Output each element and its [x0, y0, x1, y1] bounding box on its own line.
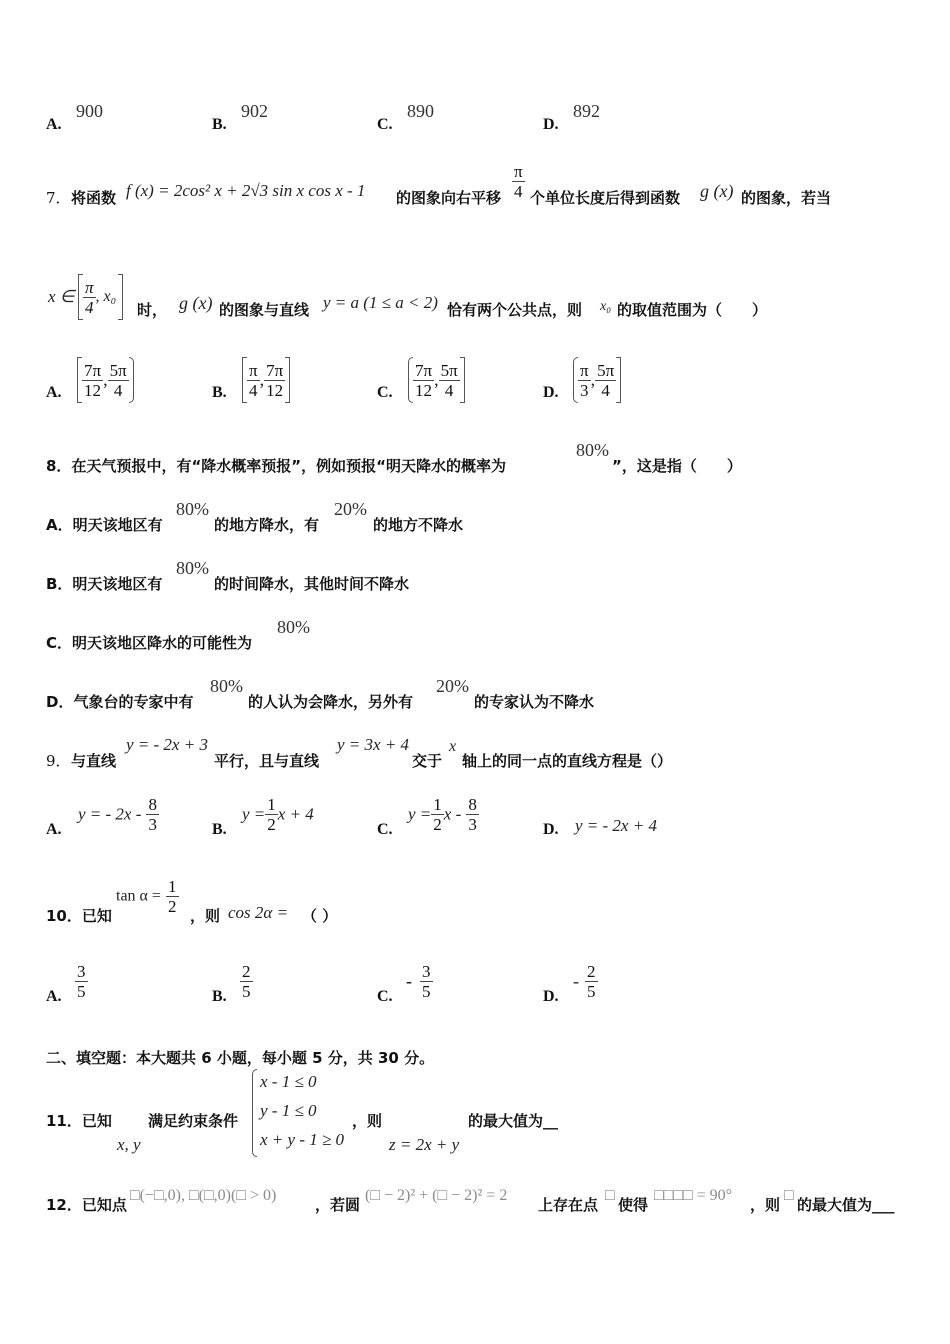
option-label: D.	[543, 384, 559, 401]
question-text: 的图象与直线	[219, 301, 310, 319]
option-label: B.	[212, 988, 227, 1005]
option-b-expr: y = $\frac{1}{2}$ x + 4	[242, 795, 314, 834]
option-c-frac: - $\frac{3}{5}$	[406, 962, 431, 1001]
question-text: 的图象向右平移	[396, 189, 502, 207]
option-value: 902	[241, 101, 268, 121]
option-a-expr: y = - 2x - $\frac{8}{3}$	[78, 795, 157, 834]
option-b-interval: $\frac{\pi}{4}$ , $\frac{7\pi}{12}$	[242, 357, 290, 403]
question-text: 交于	[412, 752, 443, 770]
percent: 20%	[334, 499, 367, 519]
question-text: ，则	[750, 1196, 781, 1214]
question-text: ”，这是指（ ）	[612, 457, 742, 475]
question-text: 与直线	[71, 752, 117, 770]
question-text: 的最大值为___	[797, 1196, 895, 1214]
function-g: g (x)	[179, 293, 213, 313]
question-text: 11．已知	[46, 1112, 112, 1130]
question-text: 个单位长度后得到函数	[530, 189, 681, 207]
option-label: A.	[46, 384, 62, 401]
question-text: 12．已知点	[46, 1196, 127, 1214]
question-text: 的图象，若当	[741, 189, 832, 207]
points-expression: □(−□,0), □(□,0)(□ > 0)	[130, 1187, 277, 1204]
question-number: 9．	[46, 752, 71, 770]
question-text: 将函数	[71, 189, 117, 207]
option-label: B.	[212, 821, 227, 838]
function-g: g (x)	[700, 181, 734, 201]
constraint-3: x + y - 1 ≥ 0	[260, 1130, 345, 1149]
question-text: （ ）	[302, 907, 338, 925]
constraint-2: y - 1 ≤ 0	[260, 1101, 317, 1120]
option-label: D.	[543, 988, 559, 1005]
option-b: B．明天该地区有	[46, 575, 163, 593]
variables-xy: x, y	[117, 1135, 141, 1154]
percent: 80%	[176, 499, 209, 519]
question-text: 上存在点	[538, 1196, 599, 1214]
question-text: 轴上的同一点的直线方程是（）	[462, 752, 673, 770]
tan-condition: tan α = $\frac{1}{2}$	[116, 877, 177, 916]
option-a: A．明天该地区有	[46, 516, 163, 534]
question-text: 使得	[618, 1196, 649, 1214]
option-label: A.	[46, 116, 62, 133]
question-text: ，若圆	[315, 1196, 361, 1214]
percent: 80%	[576, 440, 609, 460]
question-text: 的取值范围为（ ）	[617, 301, 768, 319]
option-value: 890	[407, 101, 434, 121]
objective: z = 2x + y	[389, 1135, 460, 1154]
option-label: B.	[212, 116, 227, 133]
percent: 80%	[176, 558, 209, 578]
interval-prefix: x ∈	[48, 287, 75, 306]
percent: 20%	[436, 676, 469, 696]
point-p: □	[605, 1187, 615, 1204]
option-c-interval: $\frac{7\pi}{12}$ , $\frac{5\pi}{4}$	[408, 357, 465, 403]
variable-m: □	[784, 1187, 794, 1204]
question-text: 8．在天气预报中，有“降水概率预报”，例如预报“明天降水的概率为	[46, 457, 507, 475]
option-label: A.	[46, 821, 62, 838]
option-text: 的地方降水，有	[214, 516, 320, 534]
question-text: 满足约束条件	[148, 1112, 239, 1130]
line-expression: y = a (1 ≤ a < 2)	[323, 293, 438, 312]
question-text: ，则	[190, 907, 221, 925]
option-value: 892	[573, 101, 600, 121]
option-d-interval: $\frac{\pi}{3}$ , $\frac{5\pi}{4}$	[573, 357, 621, 403]
option-label: A.	[46, 988, 62, 1005]
option-label: C.	[377, 988, 393, 1005]
question-text: 10．已知	[46, 907, 112, 925]
option-c-expr: y = $\frac{1}{2}$ x - $\frac{8}{3}$	[408, 795, 477, 834]
question-text: 的最大值为__	[468, 1112, 559, 1130]
option-d-frac: - $\frac{2}{5}$	[573, 962, 596, 1001]
option-b-frac: $\frac{2}{5}$	[242, 962, 251, 1001]
shift-fraction: $\frac{\pi}{4}$	[514, 162, 523, 201]
option-text: 的地方不降水	[373, 516, 464, 534]
line-1: y = - 2x + 3	[126, 735, 208, 754]
question-text: ，则	[352, 1112, 383, 1130]
percent: 80%	[277, 617, 310, 637]
option-d-expr: y = - 2x + 4	[575, 816, 657, 835]
option-label: C.	[377, 116, 393, 133]
option-label: D.	[543, 821, 559, 838]
angle-expression: □□□□ = 90°	[654, 1187, 733, 1204]
option-a-frac: $\frac{3}{5}$	[77, 962, 86, 1001]
constraint-1: x - 1 ≤ 0	[260, 1072, 317, 1091]
option-value: 900	[76, 101, 103, 121]
line-2: y = 3x + 4	[337, 735, 410, 754]
question-text: 恰有两个公共点，则	[447, 301, 583, 319]
option-label: D.	[543, 116, 559, 133]
variable-x0: x₀	[600, 299, 612, 314]
option-label: C.	[377, 384, 393, 401]
function-expression: f (x) = 2cos² x + 2√3 sin x cos x - 1	[126, 181, 366, 200]
option-text: 的时间降水，其他时间不降水	[214, 575, 410, 593]
section-heading: 二、填空题：本大题共 6 小题，每小题 5 分，共 30 分。	[46, 1049, 435, 1067]
cos-expression: cos 2α =	[228, 903, 289, 922]
interval: $\frac{\pi}{4}$ , x₀	[78, 274, 123, 320]
option-label: B.	[212, 384, 227, 401]
option-label: C.	[377, 821, 393, 838]
question-text: 时，	[137, 301, 168, 319]
variable-x: x	[449, 738, 457, 755]
question-text: 平行，且与直线	[214, 752, 320, 770]
option-text: 的专家认为不降水	[474, 693, 595, 711]
option-c: C．明天该地区降水的可能性为	[46, 634, 253, 652]
option-a-interval: $\frac{7\pi}{12}$ , $\frac{5\pi}{4}$	[77, 357, 134, 403]
circle-expression: (□ − 2)² + (□ − 2)² = 2	[365, 1187, 508, 1204]
question-number: 7．	[46, 189, 71, 207]
option-text: 的人认为会降水，另外有	[248, 693, 414, 711]
constraint-brace	[252, 1069, 257, 1157]
percent: 80%	[210, 676, 243, 696]
option-d: D．气象台的专家中有	[46, 693, 194, 711]
